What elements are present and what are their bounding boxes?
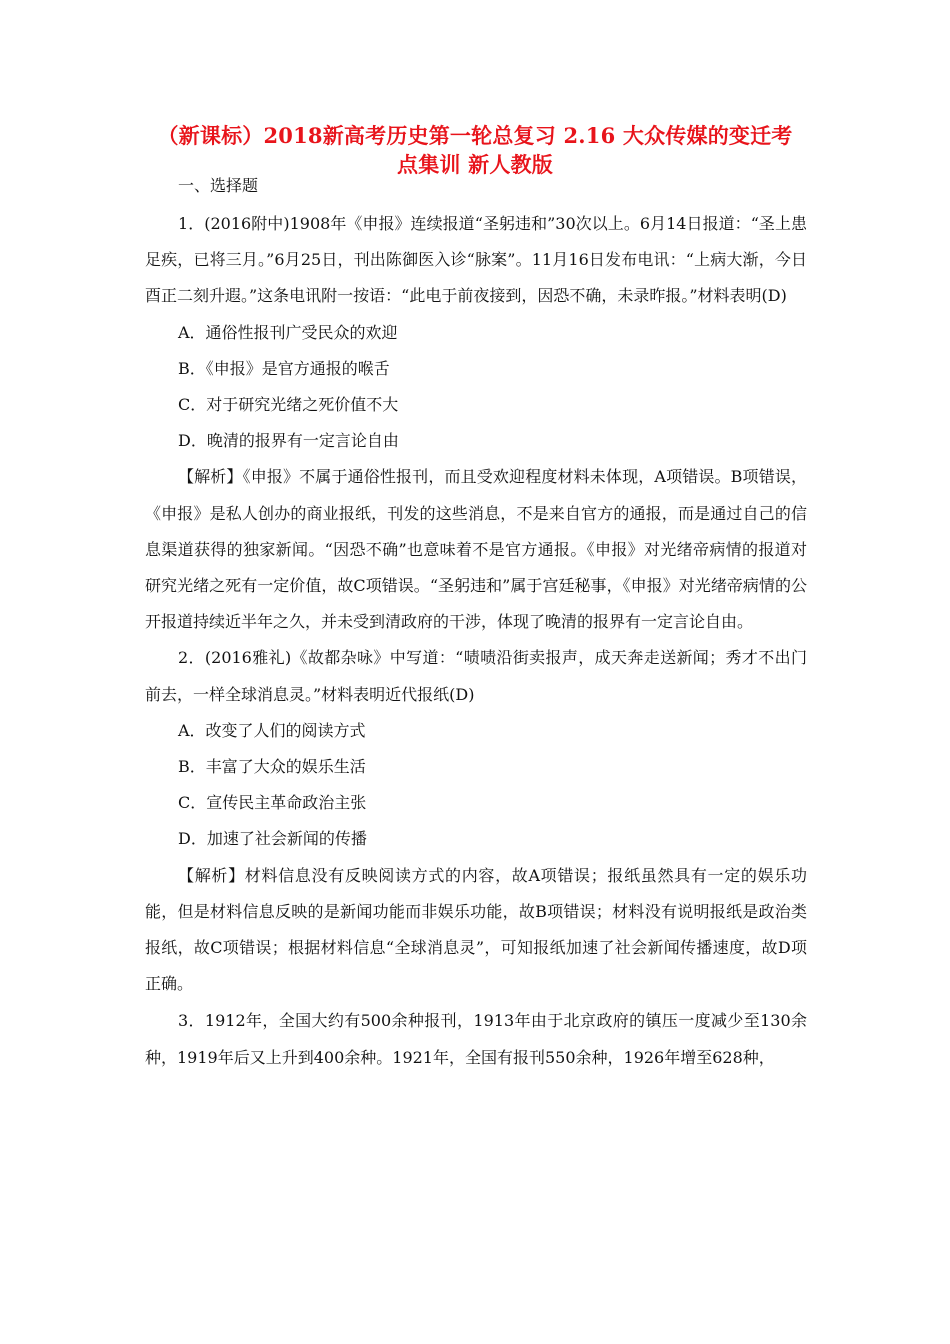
question-2-option-d: D．加速了社会新闻的传播 <box>178 829 367 849</box>
question-3 <box>145 1002 807 1076</box>
question-2-option-b: B．丰富了大众的娱乐生活 <box>178 757 366 777</box>
question-3-stem: 3．1912年，全国大约有500余种报刊，1913年由于北京政府的镇压一度减少至130余种，1919年后又上升到400余种。1921年，全国有报刊550余种，1926年增至628种， <box>145 1011 807 1068</box>
question-2-stem: 2．(2016雅礼)《故都杂咏》中写道：“啧啧沿街卖报声，成天奔走送新闻；秀才不出门前去，一样全球消息灵。”材料表明近代报纸(D) <box>145 648 807 704</box>
document-title-line-1: （新课标）2018新高考历史第一轮总复习 2.16 大众传媒的变迁考 <box>157 123 793 148</box>
question-1-stem: 1．(2016附中)1908年《申报》连续报道“圣躬违和”30次以上。6月14日报道：“圣上患足疾，已将三月。”6月25日，刊出陈御医入诊“脉案”。11月16日发布电讯：“上病大渐，今日酉正二刻升遐。”这条电讯附一按语：“此电于前夜接到，因恐不确，未录昨报。”材料表明(D) <box>145 214 807 306</box>
question-1 <box>145 206 807 640</box>
question-2-option-c: C．宣传民主革命政治主张 <box>178 793 367 813</box>
question-2-analysis: 【解析】材料信息没有反映阅读方式的内容，故A项错误；报纸虽然具有一定的娱乐功能，但是材料信息反映的是新闻功能而非娱乐功能，故B项错误；材料没有说明报纸是政治类报纸，故C项错误；根据材料信息“全球消息灵”，可知报纸加速了社会新闻传播速度，故D项正确。 <box>145 865 807 994</box>
question-2 <box>145 640 807 1002</box>
document-title <box>120 121 830 179</box>
question-1-option-d: D．晚清的报界有一定言论自由 <box>178 431 399 451</box>
question-1-analysis: 【解析】《申报》不属于通俗性报刊，而且受欢迎程度材料未体现，A项错误。B项错误，《申报》是私人创办的商业报纸，刊发的这些消息，不是来自官方的通报，而是通过自己的信息渠道获得的独家新闻。“因恐不确”也意味着不是官方通报。《申报》对光绪帝病情的报道对研究光绪之死有一定价值，故C项错误。“圣躬违和”属于宫廷秘事，《申报》对光绪帝病情的公开报道持续近半年之久，并未受到清政府的干涉，体现了晚清的报界有一定言论自由。 <box>145 467 807 632</box>
document-body <box>145 172 807 1076</box>
document-title-line-2: 点集训 新人教版 <box>397 152 553 177</box>
section-heading: 一、选择题 <box>178 176 259 195</box>
question-2-option-a: A．改变了人们的阅读方式 <box>178 720 366 740</box>
question-1-option-b: B．《申报》是官方通报的喉舌 <box>178 358 390 378</box>
question-1-option-a: A．通俗性报刊广受民众的欢迎 <box>178 322 398 342</box>
question-1-option-c: C．对于研究光绪之死价值不大 <box>178 395 399 415</box>
